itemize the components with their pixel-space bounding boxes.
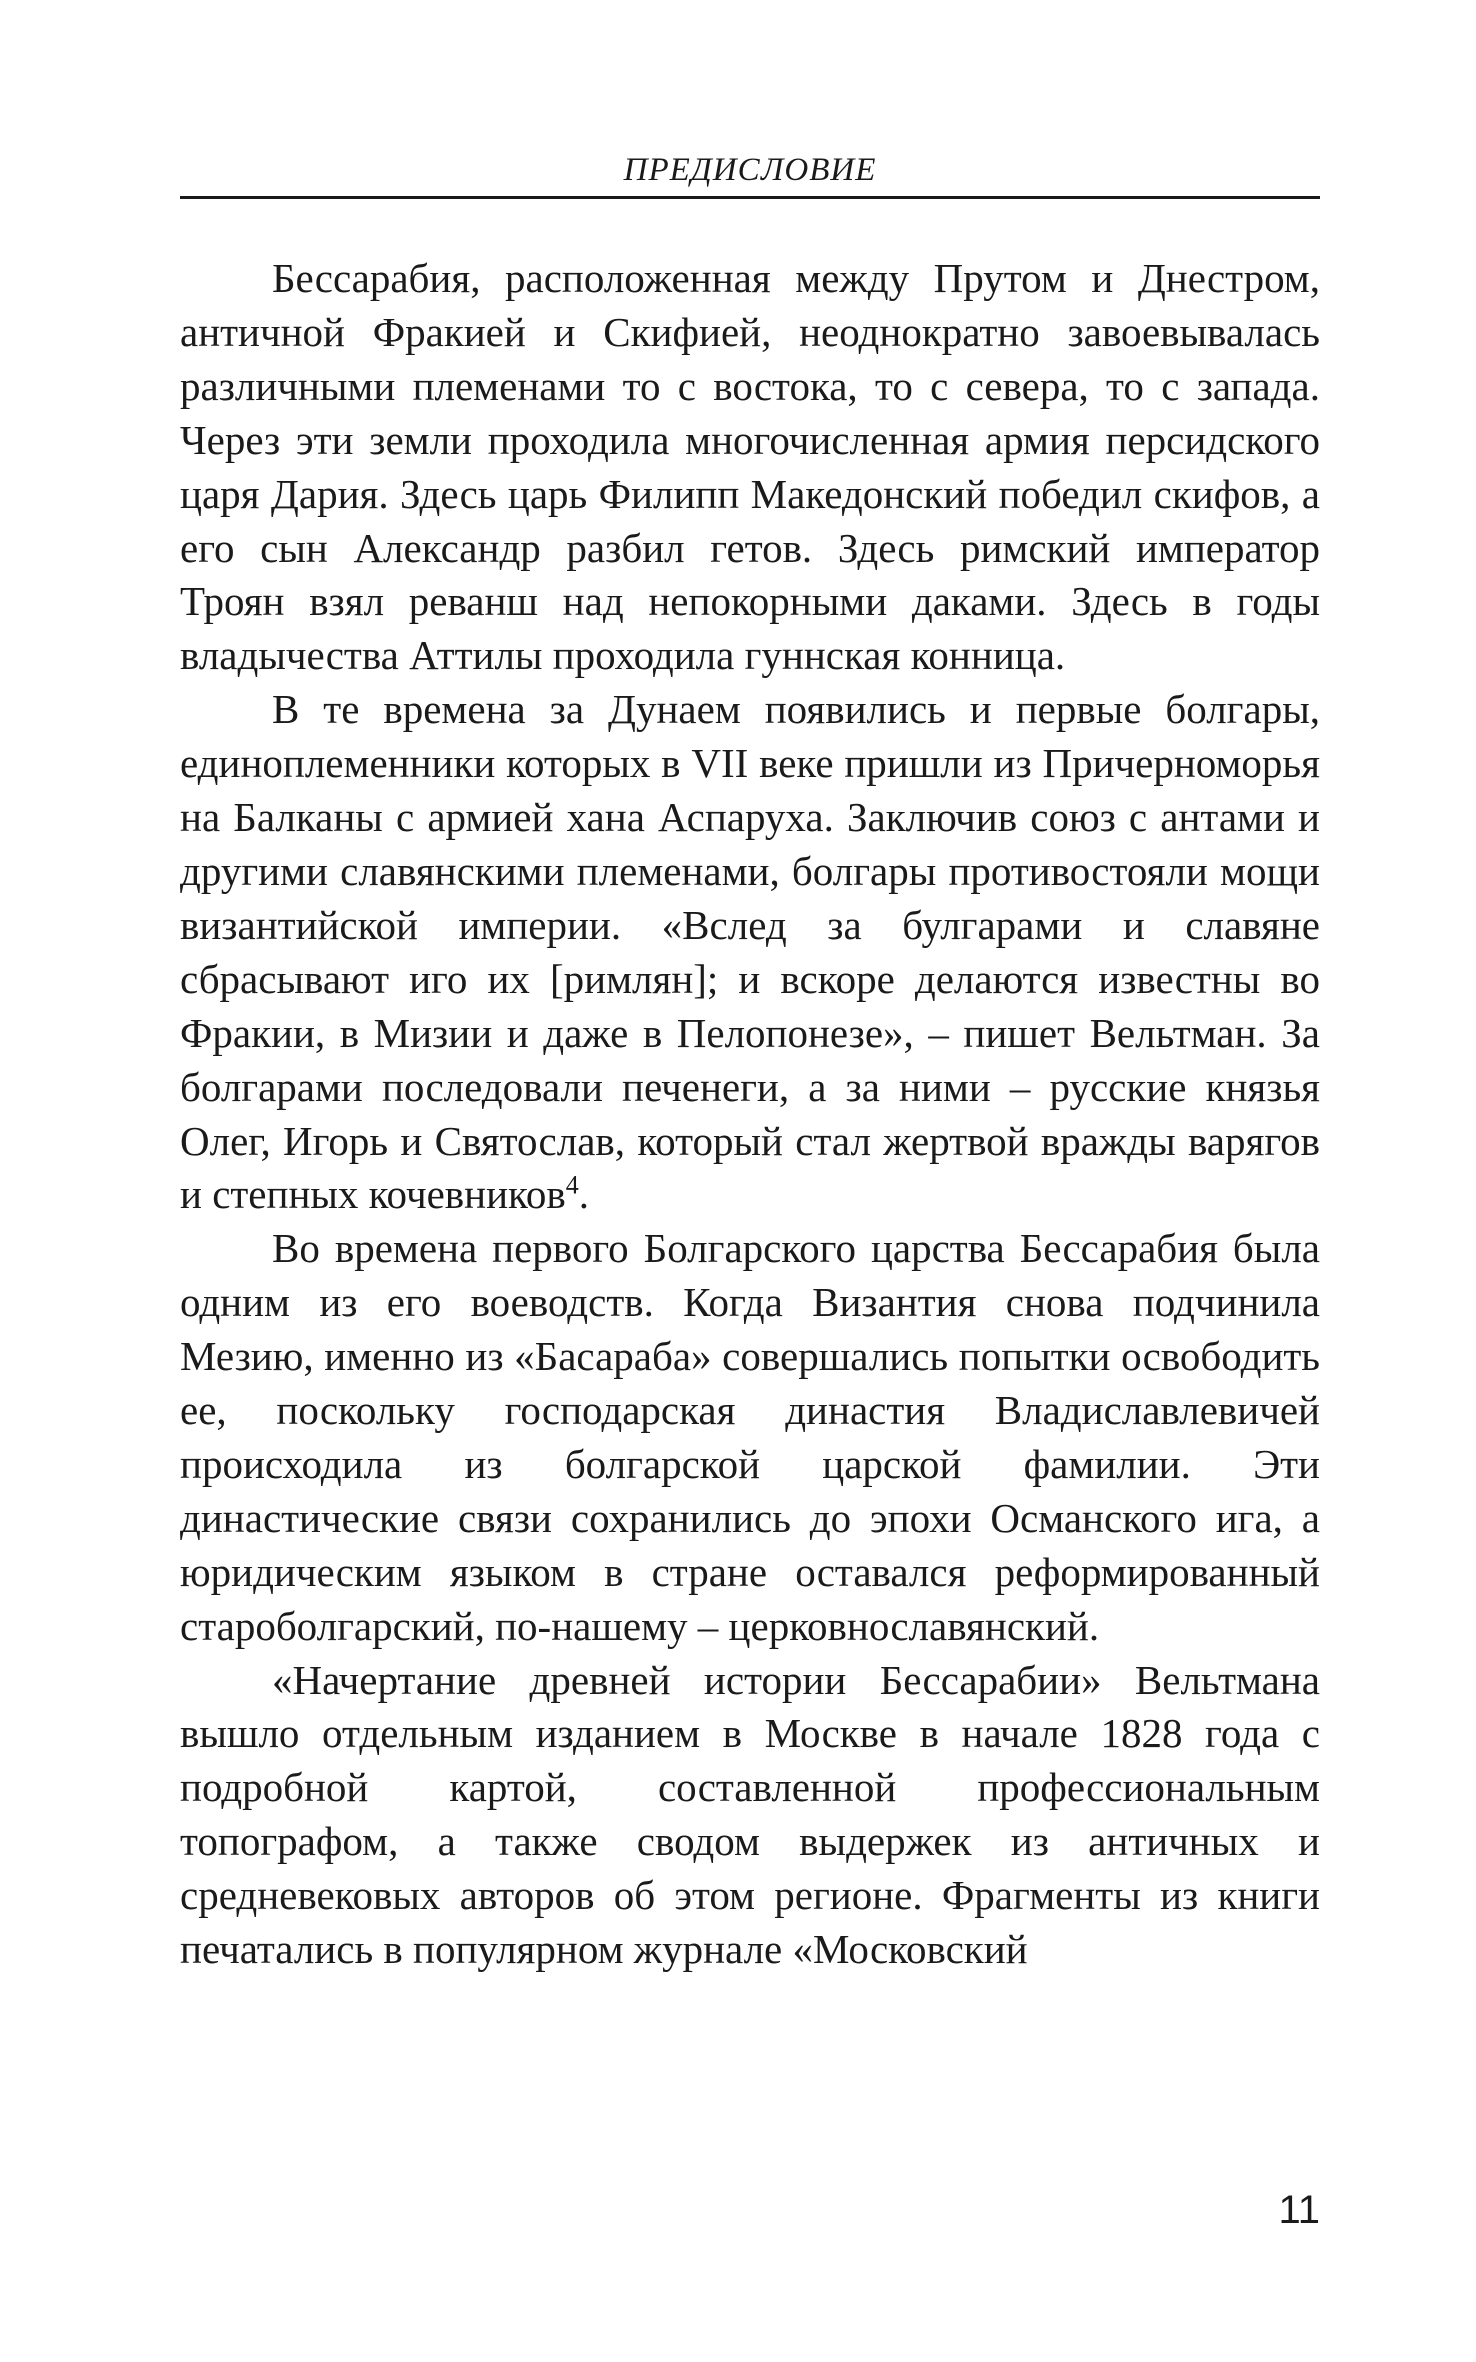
paragraph-1: Бессарабия, расположенная между Прутом и Днестром, античной Фракией и Скифией, неоднократно завоевывалась различными племенами то с востока, то с севера, то с запада. Через эти земли проходила многочисленная армия персидского царя Дария. Здесь царь Филипп Македонский победил скифов, а его сын Александр разбил гетов. Здесь римский император Троян взял реванш над непокорными даками. Здесь в годы владычества Аттилы проходила гуннская конница. [180, 255, 1320, 679]
paragraph-2-tail: . [578, 1171, 589, 1218]
body-text [180, 252, 1320, 1977]
paragraph-3: Во времена первого Болгарского царства Бессарабия была одним из его воеводств. Когда Византия снова подчинила Мезию, именно из «Басараба» совершались попытки освободить ее, поскольку господарская династия Владиславлевичей происходила из болгарской царской фамилии. Эти династические связи сохранились до эпохи Османского ига, а юридическим языком в стране оставался реформированный староболгарский, по-нашему – церковнославянский. [180, 1225, 1320, 1649]
paragraph-2-text: В те времена за Дунаем появились и первые болгары, единоплеменники которых в VII веке пришли из Причерноморья на Балканы с армией хана Аспаруха. Заключив союз с антами и другими славянскими племенами, болгары противостояли мощи византийской империи. «Вслед за булгарами и славяне сбрасывают иго их [римлян]; и вскоре делаются известны во Фракии, в Мизии и даже в Пелопонезе», – пишет Вельтман. За болгарами последовали печенеги, а за ними – русские князья Олег, Игорь и Святослав, который стал жертвой вражды варягов и степных кочевников [180, 686, 1320, 1218]
paragraph-4: «Начертание древней истории Бессарабии» Вельтмана вышло отдельным изданием в Москве в начале 1828 года с подробной картой, составленной профессиональным топографом, а также сводом выдержек из античных и средневековых авторов об этом регионе. Фрагменты из книги печатались в популярном журнале «Московский [180, 1656, 1320, 1973]
footnote-marker: 4 [565, 1170, 579, 1200]
header-rule [180, 196, 1320, 199]
running-title: ПРЕДИСЛОВИЕ [623, 152, 877, 188]
page-number: 11 [1278, 2188, 1320, 2232]
paragraph-2 [180, 683, 1320, 1222]
